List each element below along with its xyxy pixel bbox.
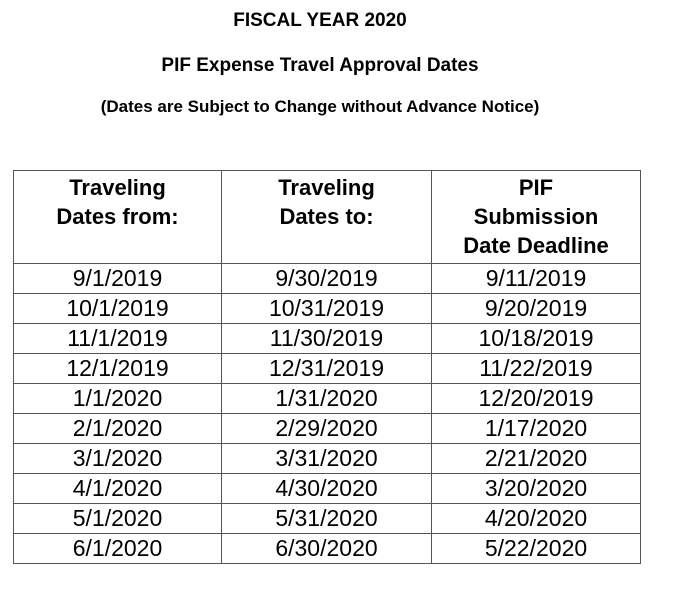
- header-line: Dates to:: [279, 204, 374, 229]
- document-note: (Dates are Subject to Change without Advance Notice): [100, 97, 540, 116]
- header-line: Date Deadline: [463, 233, 609, 258]
- submission-deadline-cell: 11/22/2019: [432, 354, 641, 384]
- document-title: FISCAL YEAR 2020: [233, 10, 407, 31]
- date-to-cell: 10/31/2019: [222, 294, 432, 324]
- table-row: [14, 324, 641, 354]
- header-line: Traveling: [278, 175, 375, 200]
- date-from-cell: 10/1/2019: [14, 294, 222, 324]
- table-row: [14, 384, 641, 414]
- date-from-cell: 4/1/2020: [14, 474, 222, 504]
- date-from-cell: 5/1/2020: [14, 504, 222, 534]
- date-from-cell: 11/1/2019: [14, 324, 222, 354]
- table-row: [14, 474, 641, 504]
- table-row: [14, 414, 641, 444]
- date-to-cell: 12/31/2019: [222, 354, 432, 384]
- submission-deadline-cell: 12/20/2019: [432, 384, 641, 414]
- header-line: Traveling: [69, 175, 166, 200]
- submission-deadline-cell: 10/18/2019: [432, 324, 641, 354]
- date-from-cell: 6/1/2020: [14, 534, 222, 564]
- header-pif-submission-deadline: [432, 171, 641, 264]
- date-to-cell: 4/30/2020: [222, 474, 432, 504]
- date-to-cell: 6/30/2020: [222, 534, 432, 564]
- date-from-cell: 9/1/2019: [14, 264, 222, 294]
- table-row: [14, 354, 641, 384]
- header-line: PIF: [518, 175, 554, 200]
- date-to-cell: 2/29/2020: [222, 414, 432, 444]
- submission-deadline-cell: 1/17/2020: [432, 414, 641, 444]
- date-from-cell: 2/1/2020: [14, 414, 222, 444]
- date-to-cell: 11/30/2019: [222, 324, 432, 354]
- table-row: [14, 294, 641, 324]
- submission-deadline-cell: 2/21/2020: [432, 444, 641, 474]
- date-from-cell: 3/1/2020: [14, 444, 222, 474]
- date-from-cell: 1/1/2020: [14, 384, 222, 414]
- submission-deadline-cell: 5/22/2020: [432, 534, 641, 564]
- table-row: [14, 264, 641, 294]
- document-subtitle: PIF Expense Travel Approval Dates: [161, 55, 479, 76]
- table-header-row: [14, 171, 641, 264]
- submission-deadline-cell: 9/20/2019: [432, 294, 641, 324]
- date-to-cell: 5/31/2020: [222, 504, 432, 534]
- date-to-cell: 9/30/2019: [222, 264, 432, 294]
- header-traveling-dates-to: [222, 171, 432, 264]
- header-line: Dates from:: [56, 204, 179, 229]
- submission-deadline-cell: 3/20/2020: [432, 474, 641, 504]
- table-row: [14, 444, 641, 474]
- header-traveling-dates-from: [14, 171, 222, 264]
- travel-approval-dates-table: [13, 170, 641, 564]
- submission-deadline-cell: 4/20/2020: [432, 504, 641, 534]
- header-line: Submission: [473, 204, 599, 229]
- table-row: [14, 534, 641, 564]
- table-row: [14, 504, 641, 534]
- submission-deadline-cell: 9/11/2019: [432, 264, 641, 294]
- date-to-cell: 3/31/2020: [222, 444, 432, 474]
- date-from-cell: 12/1/2019: [14, 354, 222, 384]
- date-to-cell: 1/31/2020: [222, 384, 432, 414]
